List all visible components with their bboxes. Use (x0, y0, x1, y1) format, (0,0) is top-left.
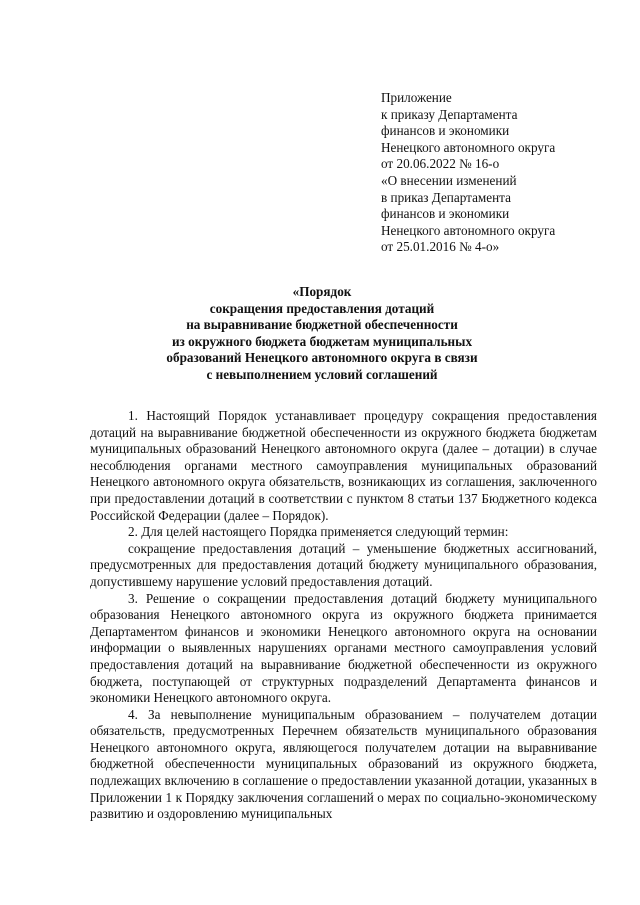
document-body (90, 408, 597, 823)
paragraph-term-definition: сокращение предоставления дотаций – уменьшение бюджетных ассигнований, предусмотренных для предоставления дотаций бюджету муниципального образования, допустившему нарушение условий предоставления дотаций. (90, 540, 597, 589)
appendix-line: к приказу Департамента (381, 106, 518, 122)
appendix-line: Ненецкого автономного округа (381, 139, 556, 155)
title-line: сокращения предоставления дотаций (209, 300, 435, 316)
title-line: из окружного бюджета бюджетам муниципальных (171, 333, 473, 349)
paragraph-1: 1. Настоящий Порядок устанавливает процедуру сокращения предоставления дотаций на выравнивание бюджетной обеспеченности из окружного бюджета бюджетам муниципальных образований Ненецкого автономного округа (далее – дотации) в случае несоблюдения органами местного самоуправления муниципальных образований Ненецкого автономного округа обязательств, возникающих из соглашения, заключенного при предоставлении дотаций в соответствии с пунктом 8 статьи 137 Бюджетного кодекса Российской Федерации (далее – Порядок). (90, 408, 597, 523)
appendix-line: финансов и экономики (381, 206, 510, 222)
paragraph-3: 3. Решение о сокращении предоставления дотаций бюджету муниципального образования Ненецкого автономного округа из окружного бюджета принимается Департаментом финансов и экономики Ненецкого автономного округа на основании информации о выявленных нарушениях органами местного самоуправления условий предоставления дотаций на выравнивание бюджетной обеспеченности из окружного бюджета, поступающей от структурных подразделений Департамента финансов и экономики Ненецкого автономного округа. (90, 590, 597, 706)
paragraph-2: 2. Для целей настоящего Порядка применяется следующий термин: (128, 524, 509, 540)
document-title (90, 284, 554, 384)
title-line: образований Ненецкого автономного округа в связи (166, 350, 478, 366)
appendix-line: «О внесении изменений (381, 172, 517, 188)
paragraph-4: 4. За невыполнение муниципальным образованием – получателем дотации обязательств, предусмотренных Перечнем обязательств муниципального образования Ненецкого автономного округа, являющегося получателем дотации на выравнивание бюджетной обеспеченности муниципальных образований из окружного бюджета, подлежащих включению в соглашение о предоставлении указанной дотации, указанных в Приложении 1 к Порядку заключения соглашений о мерах по социально-экономическому развитию и оздоровлению муниципальных (90, 706, 597, 822)
appendix-line: от 20.06.2022 № 16-о (381, 156, 500, 172)
appendix-line: в приказ Департамента (381, 189, 511, 205)
title-line: с невыполнением условий соглашений (206, 366, 438, 382)
appendix-line: от 25.01.2016 № 4-о» (381, 239, 500, 255)
appendix-header (381, 90, 611, 256)
appendix-line: Приложение (381, 90, 452, 105)
appendix-line: финансов и экономики (381, 123, 510, 139)
title-line: на выравнивание бюджетной обеспеченности (186, 317, 458, 333)
appendix-line: Ненецкого автономного округа (381, 222, 556, 238)
title-line: «Порядок (292, 284, 352, 299)
